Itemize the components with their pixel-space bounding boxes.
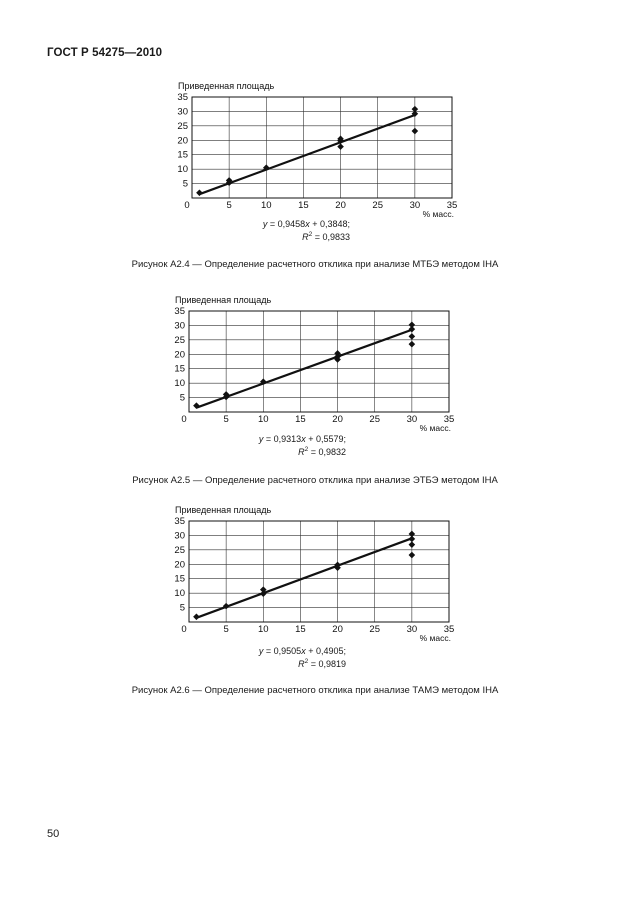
y-tick-label: 20 xyxy=(174,349,185,361)
x-tick-label: 20 xyxy=(335,200,346,211)
y-axis-title: Приведенная площадь xyxy=(178,81,275,91)
y-tick-label: 15 xyxy=(174,363,185,375)
equation-2: y = 0,9313x + 0,5579; $R^2 = 0,9832$ xyxy=(258,434,346,457)
x-tick-label: 35 xyxy=(443,624,455,635)
y-tick-label: 35 xyxy=(177,92,188,103)
x-tick-label: 25 xyxy=(372,200,384,211)
figure-1-caption: Рисунок А2.4 — Определение расчетного отклика при анализе МТБЭ методом IHA xyxy=(131,259,499,270)
y-tick-label: 25 xyxy=(174,544,185,556)
x-tick-label: 35 xyxy=(446,200,458,211)
x-tick-label: 10 xyxy=(257,624,269,635)
x-tick-label: 5 xyxy=(226,200,232,211)
y-tick-label: 30 xyxy=(174,530,185,542)
x-tick-label: 5 xyxy=(223,624,229,635)
equation-3: y = 0,9505x + 0,4905; $R^2 = 0,9819$ xyxy=(258,646,346,669)
x-tick-label: 20 xyxy=(332,414,343,425)
data-point xyxy=(409,541,416,548)
y-tick-label: 30 xyxy=(174,320,185,332)
page-number: 50 xyxy=(47,828,60,840)
data-point xyxy=(409,552,416,559)
x-tick-label: 10 xyxy=(257,414,269,425)
y-tick-label: 35 xyxy=(174,306,185,317)
x-tick-label: 5 xyxy=(223,414,229,425)
y-tick-label: 20 xyxy=(174,559,185,571)
x-tick-label: 25 xyxy=(369,414,381,425)
x-tick-label: 0 xyxy=(181,624,187,635)
data-point xyxy=(409,531,416,538)
x-tick-label: 15 xyxy=(295,624,306,635)
y-axis-title: Приведенная площадь xyxy=(175,505,272,515)
y-tick-label: 10 xyxy=(174,378,185,390)
y-tick-label: 5 xyxy=(179,392,185,404)
figure-3-caption: Рисунок А2.6 — Определение расчетного отклика при анализе ТАМЭ методом IHA xyxy=(131,685,499,696)
y-tick-label: 15 xyxy=(177,149,188,161)
x-tick-label: 25 xyxy=(369,624,381,635)
equation-1: y = 0,9458x + 0,3848; $R^2 = 0,9833$ xyxy=(262,219,350,242)
figure-2-caption: Рисунок А2.5 — Определение расчетного отклика при анализе ЭТБЭ методом IHA xyxy=(132,475,498,486)
y-tick-label: 5 xyxy=(182,178,188,190)
y-axis-title: Приведенная площадь xyxy=(175,295,272,305)
y-tick-label: 25 xyxy=(177,120,188,132)
x-axis-title: % масс. xyxy=(419,633,451,643)
x-tick-label: 15 xyxy=(298,200,309,211)
y-tick-label: 30 xyxy=(177,106,188,118)
x-axis-title: % масс. xyxy=(419,423,451,433)
y-tick-label: 10 xyxy=(174,588,185,600)
y-tick-label: 15 xyxy=(174,573,185,585)
y-tick-label: 25 xyxy=(174,334,185,346)
x-tick-label: 30 xyxy=(406,624,418,635)
x-tick-label: 0 xyxy=(181,414,187,425)
data-point xyxy=(193,614,200,621)
x-tick-label: 30 xyxy=(409,200,421,211)
x-tick-label: 10 xyxy=(260,200,272,211)
x-axis-title: % масс. xyxy=(422,209,454,219)
y-tick-label: 10 xyxy=(177,164,188,176)
y-tick-label: 35 xyxy=(174,516,185,527)
document-header: ГОСТ Р 54275—2010 xyxy=(47,47,163,59)
x-tick-label: 35 xyxy=(443,414,455,425)
x-tick-label: 20 xyxy=(332,624,343,635)
y-tick-label: 5 xyxy=(179,602,185,614)
x-tick-label: 30 xyxy=(406,414,418,425)
y-tick-label: 20 xyxy=(177,135,188,147)
x-tick-label: 15 xyxy=(295,414,306,425)
x-tick-label: 0 xyxy=(184,200,190,211)
